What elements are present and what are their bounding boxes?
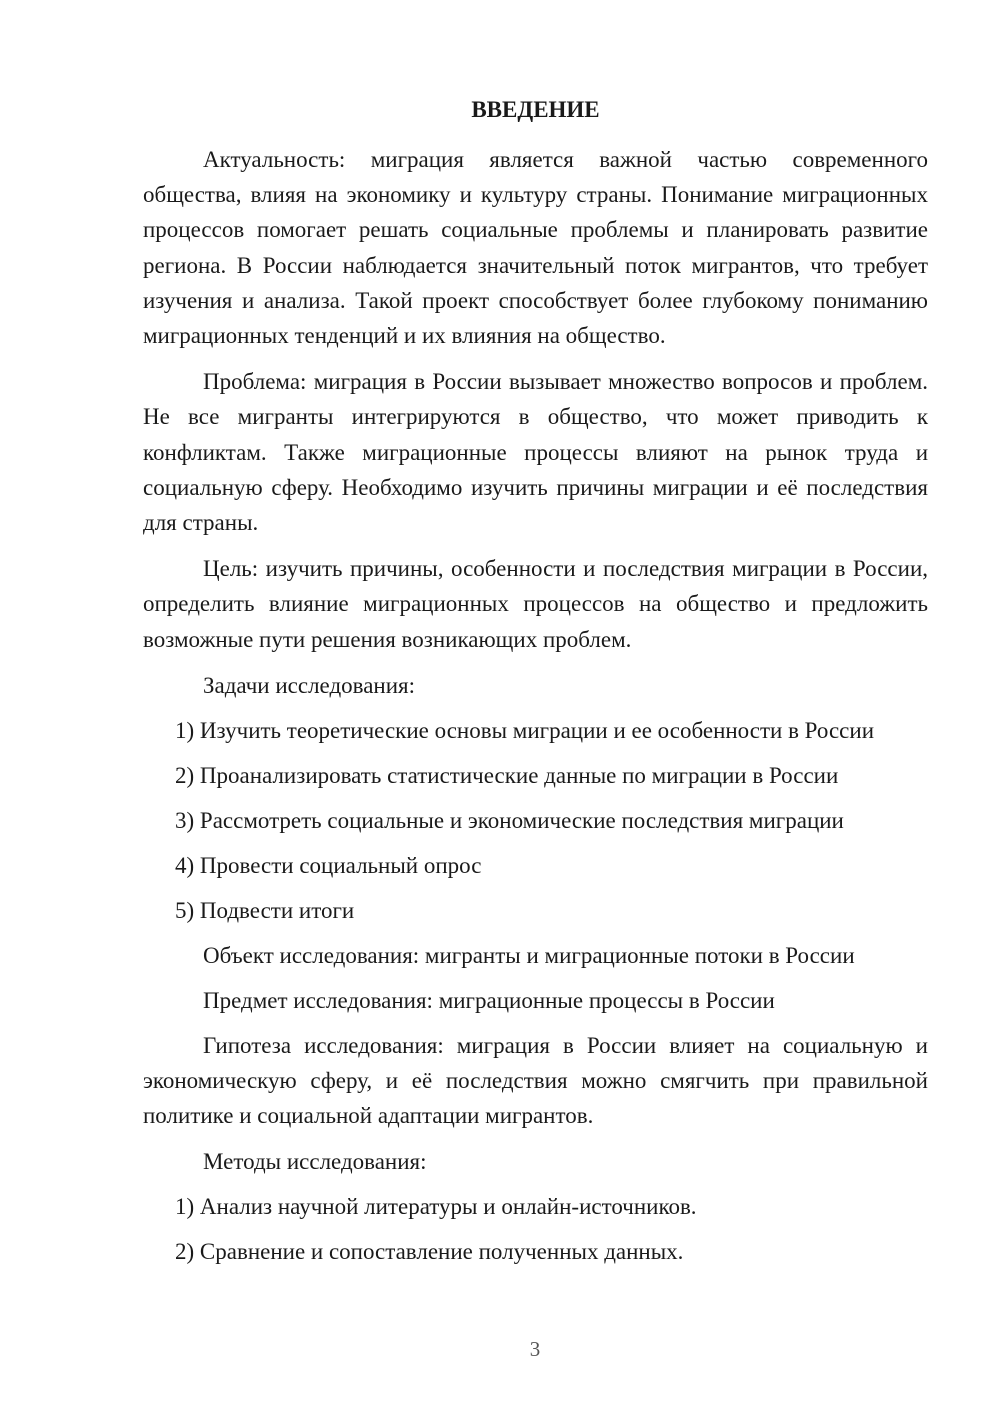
method-item: 2) Сравнение и сопоставление полученных данных. — [175, 1239, 684, 1265]
hypothesis-paragraph: Гипотеза исследования: миграция в России влияет на социальную и экономическую сферу, и её последствия можно смягчить при правильной политике и социальной адаптации мигрантов. — [143, 1032, 928, 1129]
task-item: 4) Провести социальный опрос — [175, 852, 482, 878]
relevance-paragraph: Актуальность: миграция является важной частью современного общества, влияя на экономику и культуру страны. Понимание миграционных процессов помогает решать социальные проблемы и планировать развитие региона. В России наблюдается значительный поток мигрантов, что требует изучения и анализа. Такой проект способствует более глубокому пониманию миграционных тенденций и их влияния на общество. — [143, 147, 928, 349]
method-item: 1) Анализ научной литературы и онлайн-источников. — [175, 1194, 697, 1220]
task-item: 1) Изучить теоретические основы миграции и ее особенности в России — [175, 717, 875, 743]
methods-heading: Методы исследования: — [203, 1149, 427, 1175]
goal-paragraph: Цель: изучить причины, особенности и последствия миграции в России, определить влияние миграционных процессов на общество и предложить возможные пути решения возникающих проблем. — [143, 556, 928, 652]
tasks-heading: Задачи исследования: — [203, 672, 416, 698]
task-item: 2) Проанализировать статистические данные по миграции в России — [175, 762, 839, 788]
document-page — [143, 92, 928, 1279]
task-item: 5) Подвести итоги — [175, 897, 355, 923]
page-title: ВВЕДЕНИЕ — [471, 97, 600, 122]
page-number: 3 — [529, 1337, 541, 1361]
research-subject: Предмет исследования: миграционные процессы в России — [203, 987, 775, 1013]
task-item: 3) Рассмотреть социальные и экономические последствия миграции — [175, 807, 844, 833]
problem-paragraph: Проблема: миграция в России вызывает множество вопросов и проблем. Не все мигранты интегрируются в общество, что может приводить к конфликтам. Также миграционные процессы влияют на рынок труда и социальную сферу. Необходимо изучить причины миграции и её последствия для страны. — [143, 369, 928, 536]
research-object: Объект исследования: мигранты и миграционные потоки в России — [203, 942, 855, 968]
